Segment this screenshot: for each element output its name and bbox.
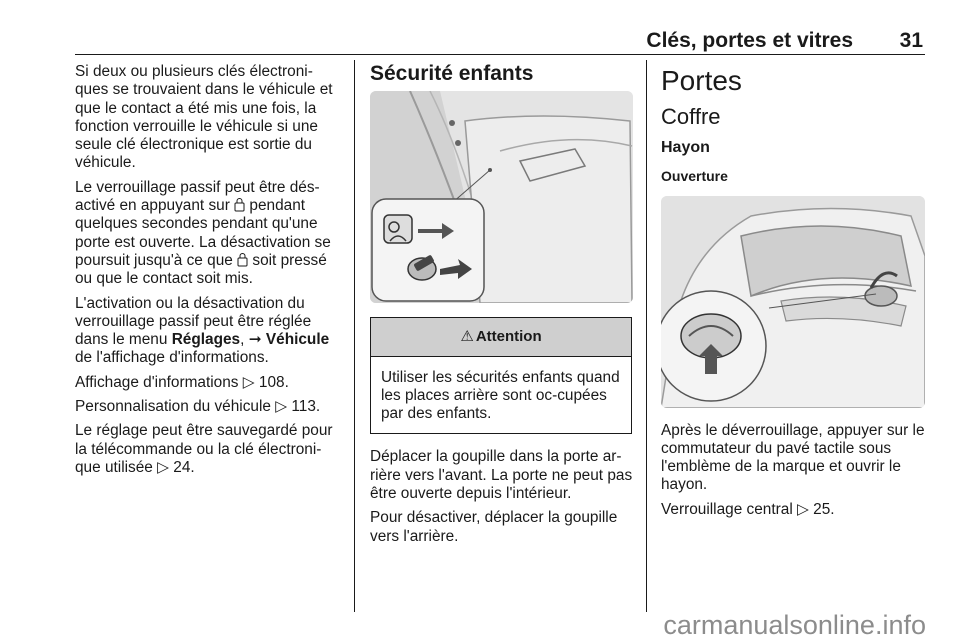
text: soit pressé ou que le contact soit mis. [75, 251, 327, 288]
section-heading: Coffre [661, 104, 721, 129]
watermark: carmanualsonline.info [663, 610, 926, 640]
text: de l'affichage d'informations. [75, 349, 269, 367]
warning-header [371, 318, 631, 356]
column-middle [370, 63, 633, 552]
text: Le réglage peut être sauvegardé pour la télécommande ou la clé électroni-que utilisée [75, 422, 333, 476]
paragraph [75, 179, 343, 289]
page-number: 31 [899, 29, 923, 52]
tailgate-illustration [661, 196, 925, 408]
column-divider [646, 60, 647, 612]
warning-text: Utiliser les sécurités enfants quand les places arrière sont oc-cupées par des enfants. [381, 368, 620, 423]
paragraph: Après le déverrouillage, appuyer sur le commutateur du pavé tactile sous l'emblème de la marque et ouvrir le hayon. [661, 421, 925, 494]
page-reference-link[interactable]: 113. [291, 398, 321, 416]
column-divider [354, 60, 355, 612]
warning-icon: ⚠ [460, 328, 474, 346]
text: Affichage d'informations [75, 373, 243, 391]
chapter-heading: Portes [661, 65, 742, 96]
section-heading: Sécurité enfants [370, 62, 534, 85]
paragraph: Pour désactiver, déplacer la goupille vers l'arrière. [370, 509, 618, 545]
subsection-heading: Hayon [661, 139, 710, 156]
paragraph: Déplacer la goupille dans la porte ar-rière vers l'avant. La porte ne peut pas être ouverte depuis l'intérieur. [370, 448, 633, 503]
page-title: Clés, portes et vitres [646, 29, 853, 52]
reference-arrow-icon: ▷ [242, 373, 255, 391]
reference-arrow-icon: ▷ [157, 458, 169, 476]
menu-item-label: Réglages [171, 331, 241, 349]
text: Verrouillage central [661, 500, 798, 518]
page-header [75, 28, 925, 55]
menu-item-label: Véhicule [265, 331, 330, 349]
car-rear-graphic [661, 196, 925, 408]
reference-arrow-icon: ▷ [275, 398, 288, 416]
page-reference-link[interactable]: 25. [813, 500, 835, 518]
paragraph [75, 422, 343, 477]
text: , [240, 331, 249, 349]
text: Le verrouillage passif peut être dés-activé en appuyant sur [75, 178, 320, 215]
paragraph [75, 295, 343, 368]
text: pendant quelques secondes pendant qu'une porte est ouverte. La désactivation se poursuit jusqu'à ce que [75, 197, 331, 269]
lock-button-icon [237, 252, 248, 267]
page-reference-link[interactable]: 24. [173, 458, 195, 476]
lock-button-icon [234, 197, 245, 212]
warning-title: Attention [475, 328, 542, 346]
column-right [661, 63, 927, 525]
paragraph: Si deux ou plusieurs clés électroni-ques se trouvaient dans le véhicule et que le contact a été mis une fois, la fonction verrouille le véhicule si une seule clé électronique est sortie du véhicule. [75, 63, 333, 172]
text: Personnalisation du véhicule [75, 398, 276, 416]
door-illustration-graphic [370, 91, 633, 303]
cross-reference [75, 398, 343, 416]
warning-box [370, 317, 632, 434]
cross-reference [661, 501, 927, 519]
cross-reference [75, 374, 343, 392]
menu-arrow-icon: ➞ [248, 331, 262, 349]
page-reference-link[interactable]: 108. [258, 373, 289, 391]
child-lock-illustration [370, 91, 633, 303]
subsection-heading: Ouverture [661, 168, 728, 185]
text: L'activation ou la désactivation du verrouillage passif peut être réglée dans le menu [75, 294, 312, 349]
reference-arrow-icon: ▷ [797, 500, 809, 518]
column-left [75, 63, 343, 483]
